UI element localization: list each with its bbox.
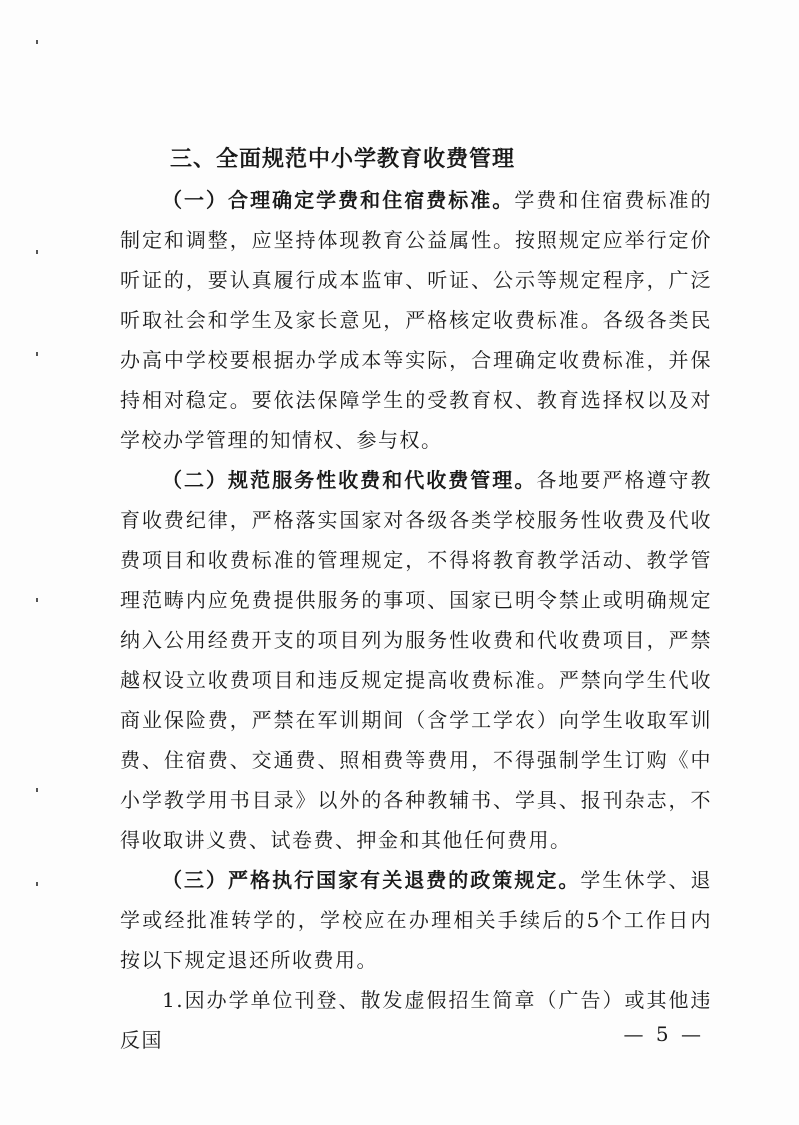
- scan-mark: [36, 352, 38, 356]
- paragraph-1-lead: （一）合理确定学费和住宿费标准。: [162, 188, 515, 212]
- paragraph-3-body: 学生休学、退学或经批准转学的，学校应在办理相关手续后的5个工作日内按以下规定退还所收费用。: [120, 868, 713, 972]
- paragraph-1-body: 学费和住宿费标准的制定和调整，应坚持体现教育公益属性。按照规定应举行定价听证的，要认真履行成本监审、听证、公示等规定程序，广泛听取社会和学生及家长意见，严格核定收费标准。各级各类民办高中学校要根据办学成本等实际，合理确定收费标准，并保持相对稳定。要依法保障学生的受教育权、教育选择权以及对学校办学管理的知情权、参与权。: [120, 188, 713, 452]
- paragraph-3: [120, 860, 712, 980]
- paragraph-4: [120, 980, 712, 1060]
- paragraph-1: [120, 180, 712, 460]
- document-body: [120, 140, 712, 1060]
- section-heading: 三、全面规范中小学教育收费管理: [170, 147, 516, 172]
- scan-mark: [36, 598, 38, 602]
- paragraph-3-lead: （三）严格执行国家有关退费的政策规定。: [162, 868, 581, 892]
- scan-mark: [36, 40, 38, 44]
- paragraph-2-lead: （二）规范服务性收费和代收费管理。: [162, 468, 537, 492]
- scan-mark: [36, 250, 38, 254]
- paragraph-2: [120, 460, 712, 860]
- paragraph-4-body: 1.因办学单位刊登、散发虚假招生简章（广告）或其他违反国: [120, 988, 712, 1052]
- scan-mark: [36, 882, 38, 886]
- paragraph-2-body: 各地要严格遵守教育收费纪律，严格落实国家对各级各类学校服务性收费及代收费项目和收费标准的管理规定，不得将教育教学活动、教学管理范畴内应免费提供服务的事项、国家已明令禁止或明确规定纳入公用经费开支的项目列为服务性收费和代收费项目，严禁越权设立收费项目和违反规定提高收费标准。严禁向学生代收商业保险费，严禁在军训期间（含学工学农）向学生收取军训费、住宿费、交通费、照相费等费用，不得强制学生订购《中小学教学用书目录》以外的各种教辅书、学具、报刊杂志，不得收取讲义费、试卷费、押金和其他任何费用。: [120, 468, 713, 852]
- scan-mark: [36, 788, 38, 792]
- page-number: — 5 —: [623, 1022, 704, 1046]
